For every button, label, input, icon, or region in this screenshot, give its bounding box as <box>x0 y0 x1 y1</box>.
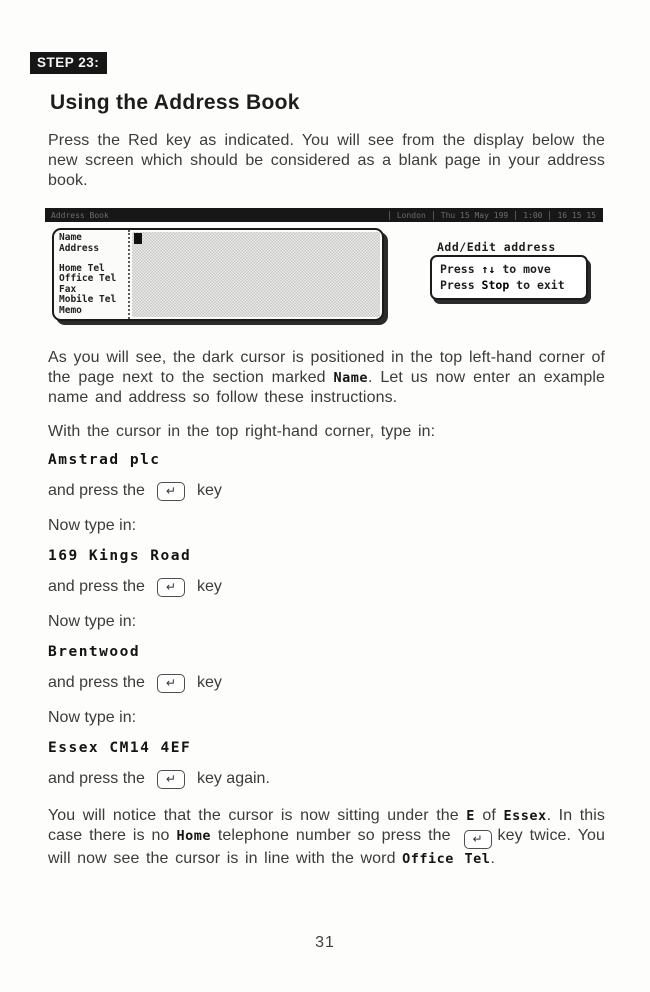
label-fax: Fax <box>59 283 77 295</box>
field-labels-bottom <box>59 264 128 317</box>
step-badge: STEP 23: <box>30 52 107 74</box>
type-prompt: With the cursor in the top right-hand corner, type in: <box>48 423 436 440</box>
status-bar <box>45 208 603 222</box>
cursor-paragraph: As you will see, the dark cursor is positioned in the top left-hand corner of the page next to the section marked Name. Let us now enter an example name and address so follow these instructions. <box>48 349 605 406</box>
address-book-screen <box>52 228 384 321</box>
label-office-tel: Office Tel <box>59 273 117 284</box>
enter-key-icon: ↵ <box>157 482 185 501</box>
press-enter-line: and press the ↵ key <box>48 674 222 691</box>
page-number: 31 <box>315 934 335 951</box>
enter-key-icon: ↵ <box>157 674 185 693</box>
entry-county-postcode: Essex CM14 4EF <box>48 740 192 756</box>
entry-town: Brentwood <box>48 644 141 660</box>
status-bar-location: London <box>389 211 433 220</box>
press-enter-line: and press the ↵ key again. <box>48 770 270 787</box>
hint-line-move: Press ↑↓ to move <box>440 262 551 276</box>
entry-name: Amstrad plc <box>48 452 161 468</box>
field-labels <box>54 230 130 319</box>
text-cursor <box>134 233 142 244</box>
label-home-tel: Home Tel <box>59 262 105 274</box>
label-name: Name <box>59 232 82 243</box>
hint-line-exit: Press Stop to exit <box>440 278 565 292</box>
entry-street: 169 Kings Road <box>48 548 192 564</box>
closing-paragraph: You will notice that the cursor is now sitting under the E of Essex. In this case there is no Home telephone number so press the ↵ key twice. You will now see the cursor is in line with the word Office Tel. <box>48 807 605 867</box>
press-enter-line: and press the ↵ key <box>48 482 222 499</box>
label-memo: Memo <box>59 304 82 316</box>
status-bar-memory: 1:00 <box>515 211 549 220</box>
hint-box <box>430 255 588 300</box>
intro-paragraph: Press the Red key as indicated. You will see from the display below the new screen which should be considered as a blank page in your address book. <box>48 132 605 189</box>
now-type-prompt: Now type in: <box>48 613 137 630</box>
entry-area <box>132 232 380 317</box>
now-type-prompt: Now type in: <box>48 517 137 534</box>
label-mobile-tel: Mobile Tel <box>59 294 117 305</box>
enter-key-icon: ↵ <box>464 830 492 849</box>
now-type-prompt: Now type in: <box>48 709 137 726</box>
device-display-figure <box>45 208 605 332</box>
status-bar-time: 16 15 15 <box>549 211 603 220</box>
enter-key-icon: ↵ <box>157 578 185 597</box>
press-enter-line: and press the ↵ key <box>48 578 222 595</box>
status-bar-date: Thu 15 May 199 <box>433 211 515 220</box>
panel-title: Add/Edit address <box>437 240 556 254</box>
enter-key-icon: ↵ <box>157 770 185 789</box>
label-address: Address <box>59 242 100 254</box>
field-labels-top <box>59 233 128 254</box>
arrow-keys-icon: ↑↓ <box>481 262 496 276</box>
page-title: Using the Address Book <box>50 91 300 114</box>
status-bar-title: Address Book <box>51 210 109 220</box>
